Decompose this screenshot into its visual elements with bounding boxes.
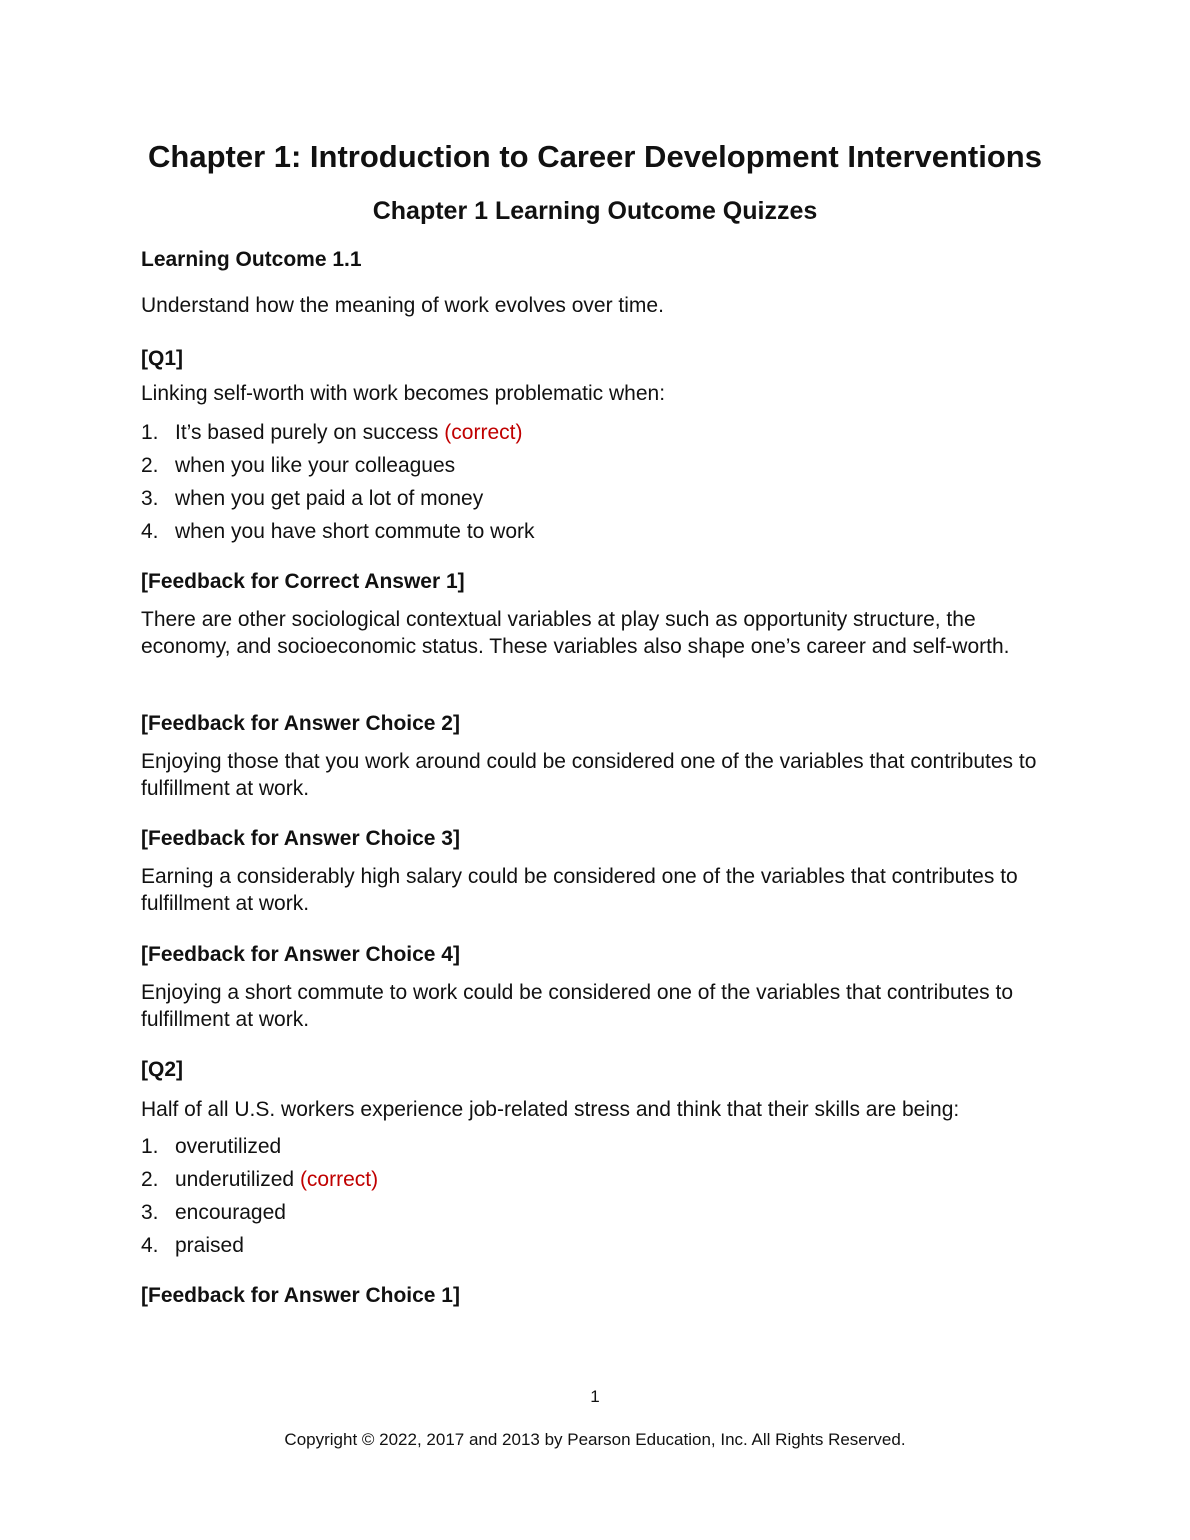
q2-option-number: 4. [141,1234,159,1257]
outcome-heading-block [141,247,1051,273]
q2-option-text: encouraged [175,1201,286,1224]
q1-option [141,482,1051,515]
q2-option-text: praised [175,1234,244,1257]
q2-option [141,1130,1051,1163]
outcome-text-block [141,292,1051,319]
q1-option-text: when you like your colleagues [175,454,456,477]
feedback-heading: [Feedback for Answer Choice 2] [141,712,460,735]
q2-correct-mark: (correct) [299,1168,379,1191]
section-title: Chapter 1 Learning Outcome Quizzes [372,197,818,225]
q2-label-block [141,1057,1051,1083]
q1-question-block [141,380,1051,407]
q2-options [141,1130,1051,1262]
q1-feedback-2 [141,711,1051,802]
q2-option-text: underutilized [175,1168,295,1191]
q1-option [141,515,1051,548]
q1-option-text: when you have short commute to work [175,520,535,543]
outcome-text: Understand how the meaning of work evolves over time. [141,294,664,317]
q1-option-text: It’s based purely on success [175,421,439,444]
chapter-title: Chapter 1: Introduction to Career Development Interventions [148,139,1042,174]
q2-question: Half of all U.S. workers experience job-related stress and think that their skills are being: [141,1098,960,1121]
feedback-heading: [Feedback for Answer Choice 3] [141,827,460,850]
q1-option-number: 4. [141,520,159,543]
q2-option [141,1163,1051,1196]
q1-correct-mark: (correct) [444,421,523,444]
q1-question: Linking self-worth with work becomes problematic when: [141,382,666,405]
q2-option-number: 2. [141,1168,159,1191]
q2-label: [Q2] [141,1058,183,1081]
q2-question-block [141,1096,1051,1123]
q2-option-number: 1. [141,1135,159,1158]
q1-option-number: 1. [141,421,159,444]
q1-feedback-3 [141,826,1051,917]
q1-feedback-1 [141,569,1051,660]
q2-feedback-1 [141,1283,1051,1309]
feedback-heading: [Feedback for Answer Choice 1] [141,1284,460,1307]
feedback-text: Enjoying a short commute to work could be considered one of the variables that contributes to fulfillment at work. [141,981,1013,1031]
feedback-text: Earning a considerably high salary could be considered one of the variables that contributes to fulfillment at work. [141,865,1018,915]
q1-option [141,416,1051,449]
q2-option-number: 3. [141,1201,159,1224]
page-number: 1 [590,1387,600,1406]
feedback-text: There are other sociological contextual variables at play such as opportunity structure, the economy, and socioeconomic status. These variables also shape one’s career and self-worth. [141,608,1010,658]
q1-feedback-4 [141,942,1051,1033]
q1-label: [Q1] [141,347,183,370]
copyright-notice: Copyright © 2022, 2017 and 2013 by Pearson Education, Inc. All Rights Reserved. [284,1430,906,1449]
outcome-heading: Learning Outcome 1.1 [141,248,362,271]
feedback-heading: [Feedback for Correct Answer 1] [141,570,465,593]
q1-option-text: when you get paid a lot of money [175,487,484,510]
q1-options [141,416,1051,548]
q2-option [141,1196,1051,1229]
q1-option-number: 3. [141,487,159,510]
q1-option [141,449,1051,482]
q1-option-number: 2. [141,454,159,477]
feedback-heading: [Feedback for Answer Choice 4] [141,943,460,966]
feedback-text: Enjoying those that you work around could be considered one of the variables that contributes to fulfillment at work. [141,750,1037,800]
q2-option-text: overutilized [175,1135,282,1158]
q1-label-block [141,346,1051,372]
q2-option [141,1229,1051,1262]
